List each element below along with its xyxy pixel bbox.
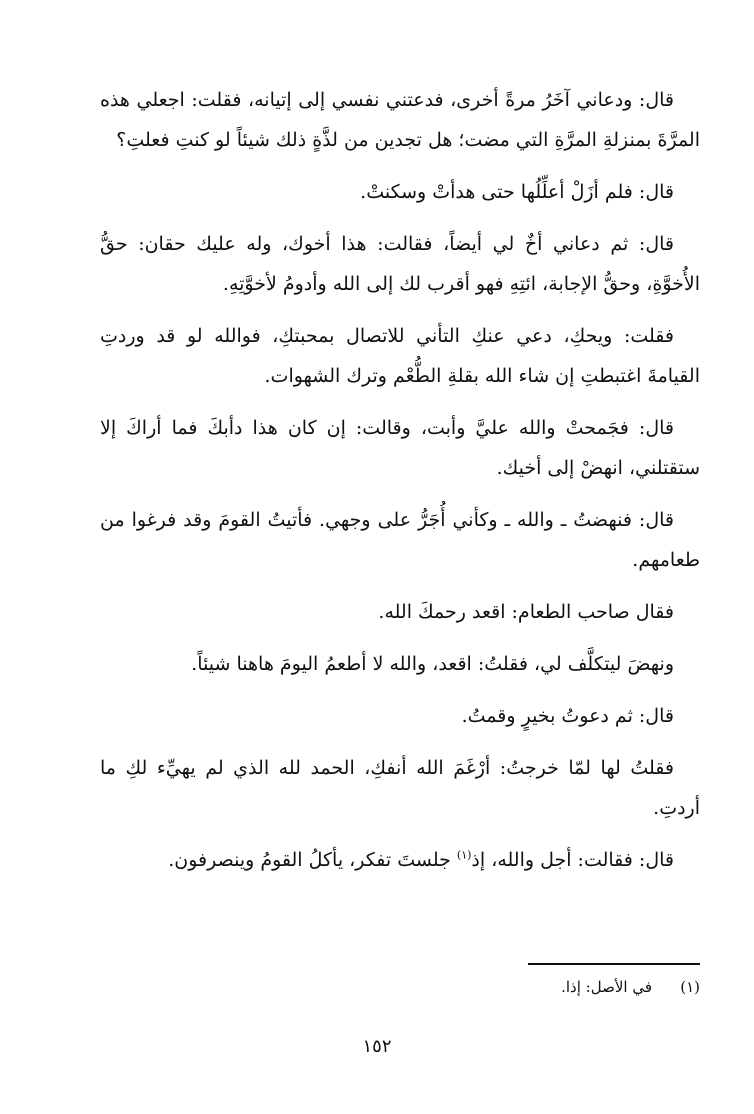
paragraph-5: قال: فجَمحتْ والله عليَّ وأبت، وقالت: إن كان هذا دأبكَ فما أراكَ إلا ستقتلني، انهضْ إلى أخيك. xyxy=(100,417,700,479)
paragraph-4: فقلت: ويحكِ، دعي عنكِ التأني للاتصال بمحبتكِ، فوالله لو قد وردتِ القيامةَ اغتبطتِ إن شاء الله بقلةِ الطُّعْم وترك الشهوات. xyxy=(100,325,700,387)
paragraph-7: فقال صاحب الطعام: اقعد رحمكَ الله. xyxy=(378,601,674,623)
page-body xyxy=(100,80,700,892)
footnote-divider xyxy=(528,963,700,965)
paragraph-2: قال: فلم أزَلْ أعلِّلُها حتى هدأتْ وسكنتْ. xyxy=(360,181,674,203)
paragraph-10: فقلتُ لها لمّا خرجتُ: أرْغَمَ الله أنفكِ، الحمد لله الذي لم يهيِّء لكِ ما أردتِ. xyxy=(100,757,700,819)
paragraph-8: ونهضَ ليتكلَّف لي، فقلتُ: اقعد، والله لا أطعمُ اليومَ هاهنا شيئاً. xyxy=(191,653,674,675)
footnote xyxy=(100,976,700,998)
paragraph-6: قال: فنهضتُ ـ والله ـ وكأني أُجَرُّ على وجهي. فأتيتُ القومَ وقد فرغوا من طعامهم. xyxy=(100,509,700,571)
footnote-number: (١) xyxy=(680,978,700,996)
paragraph-1: قال: ودعاني آخَرُ مرةً أخرى، فدعتني نفسي إلى إتيانه، فقلت: اجعلي هذه المرَّةَ بمنزلةِ المرَّةِ التي مضت؛ هل تجدين من لذَّةٍ ذلك شيئاً لو كنتِ فعلتِ؟ xyxy=(100,89,700,151)
paragraph-3: قال: ثم دعاني أخٌ لي أيضاً، فقالت: هذا أخوك، وله عليك حقان: حقُّ الأُخوَّةِ، وحقُّ الإجابة، ائتِهِ فهو أقرب لك إلى الله وأدومُ لأخوَّتِهِ. xyxy=(100,233,700,295)
footnote-text: في الأصل: إذا. xyxy=(561,978,652,996)
footnote-marker[interactable]: (١) xyxy=(456,848,472,862)
paragraph-11-end: جلستَ تفكر، يأكلُ القومُ وينصرفون. xyxy=(168,849,457,871)
paragraph-11 xyxy=(100,840,700,880)
paragraph-11-start: قال: فقالت: أجل والله، إذ xyxy=(471,849,674,871)
page-number: ١٥٢ xyxy=(362,1036,392,1057)
paragraph-9: قال: ثم دعوتُ بخيرٍ وقمتُ. xyxy=(461,705,674,727)
